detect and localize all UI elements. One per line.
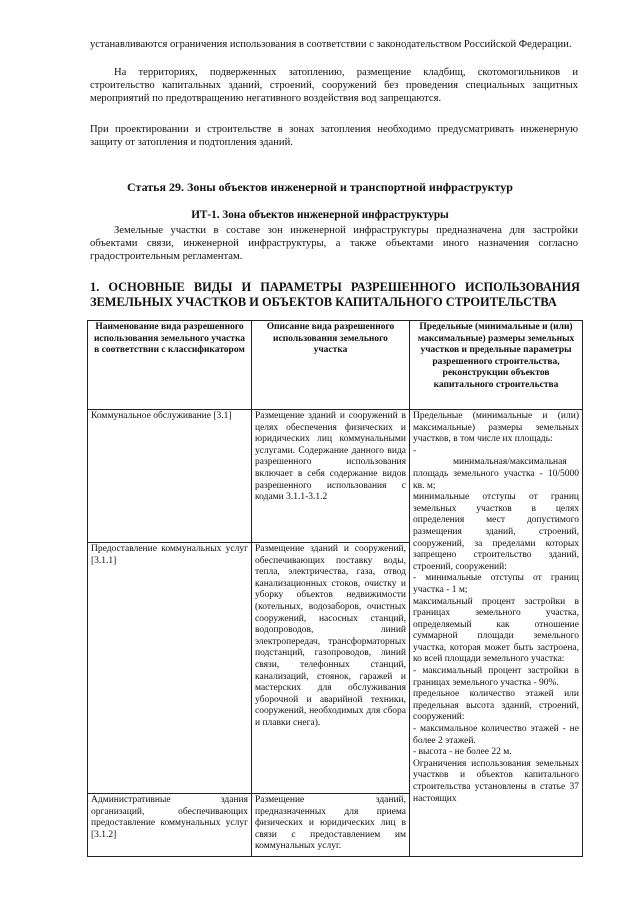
parameter-text: - максимальный процент застройки в границах земельного участка - 90%. (413, 666, 579, 688)
use-description-cell: Размещение зданий, предназначенных для приема физических и юридических лиц в связи с предоставлением им коммунальных услуг. (252, 794, 410, 857)
parameter-text: Предельные (минимальные и (или) максимальные) размеры земельных участков, в том числе их площадь: (413, 411, 579, 445)
zone-title: ИТ-1. Зона объектов инженерной инфраструктуры (191, 209, 449, 221)
zone-description: Земельные участки в составе зон инженерной инфраструктуры предназначена для застройки объектами связи, инженерной инфраструктуры, а также объектами иного назначения согласно градостроительным регламентам. (90, 225, 578, 263)
table-header-row (88, 321, 583, 410)
parameters-cell (410, 410, 583, 857)
intro-paragraph-1: устанавливаются ограничения использования в соответствии с законодательством Российской Федерации. (90, 39, 572, 50)
use-name-cell: Коммунальное обслуживание [3.1] (88, 410, 252, 543)
table-row (88, 410, 583, 543)
parameter-text: максимальный процент застройки в границах земельного участка, определяемый как отношение суммарной площади земельного участка, которая может быть застроена, ко всей площади земельного участка: (413, 596, 579, 665)
column-header-description: Описание вида разрешенного использования земельного участка (252, 321, 410, 410)
parameter-text: Ограничения использования земельных участков и объектов капитального строительства установлены в статье 37 настоящих (413, 758, 579, 804)
use-name-cell: Административные здания организаций, обеспечивающих предоставление коммунальных услуг [3.1.2] (88, 794, 252, 857)
parameter-text: - высота - не более 22 м. (413, 747, 512, 758)
intro-paragraph-2: На территориях, подверженных затоплению, размещение кладбищ, скотомогильников и строительство капитальных зданий, строений, сооружений без проведения специальных защитных мероприятий по предотвращению негативного воздействия вод запрещаются. (90, 67, 578, 105)
permitted-use-table (87, 320, 583, 857)
column-header-name: Наименование вида разрешенного использования земельного участка в соответствии с классификатором (88, 321, 252, 410)
parameter-text: - (413, 445, 417, 456)
parameter-text: предельное количество этажей или предельная высота зданий, строений, сооружений: (413, 689, 579, 723)
use-name-cell: Предоставление коммунальных услуг [3.1.1] (88, 543, 252, 794)
section-title: 1. ОСНОВНЫЕ ВИДЫ И ПАРАМЕТРЫ РАЗРЕШЕННОГО ИСПОЛЬЗОВАНИЯ ЗЕМЕЛЬНЫХ УЧАСТКОВ И ОБЪЕКТОВ КАПИТАЛЬНОГО СТРОИТЕЛЬСТВА (90, 280, 580, 309)
parameter-text: минимальные отступы от границ земельных участков в целях определения мест допустимого размещения зданий, строений, сооружений, за пределами которых запрещено строительство зданий, строений, сооружений: (413, 492, 579, 572)
column-header-parameters: Предельные (минимальные и (или) максимальные) размеры земельных участков и предельные параметры разрешенного строительства, реконструкции объектов капитального строительства (410, 321, 583, 410)
intro-paragraph-3: При проектировании и строительстве в зонах затопления необходимо предусматривать инженерную защиту от затопления и подтопления зданий. (90, 124, 578, 149)
use-description-cell: Размещение зданий и сооружений, обеспечивающих поставку воды, тепла, электричества, газа, отвод канализационных стоков, очистку и уборку объектов недвижимости (котельных, водозаборов, очистных сооружений, насосных станций, водопроводов, линий электропередач, трансформаторных подстанций, газопроводов, линий связи, телефонных станций, канализаций, стоянок, гаражей и мастерских для обслуживания уборочной и аварийной техники, сооружений, необходимых для сбора и плавки снега). (252, 543, 410, 794)
parameter-text: - максимальное количество этажей - не более 2 этажей. (413, 724, 579, 746)
article-title: Статья 29. Зоны объектов инженерной и транспортной инфраструктур (127, 180, 513, 194)
parameter-text: минимальная/максимальная площадь земельного участка - 10/5000 кв. м; (413, 457, 579, 491)
use-description-cell: Размещение зданий и сооружений в целях обеспечения физических и юридических лиц коммунальными услугами. Содержание данного вида разрешенного использования включает в себя содержание видов разрешенного использования с кодами 3.1.1-3.1.2 (252, 410, 410, 543)
parameter-text: - минимальные отступы от границ участка - 1 м; (413, 573, 579, 595)
